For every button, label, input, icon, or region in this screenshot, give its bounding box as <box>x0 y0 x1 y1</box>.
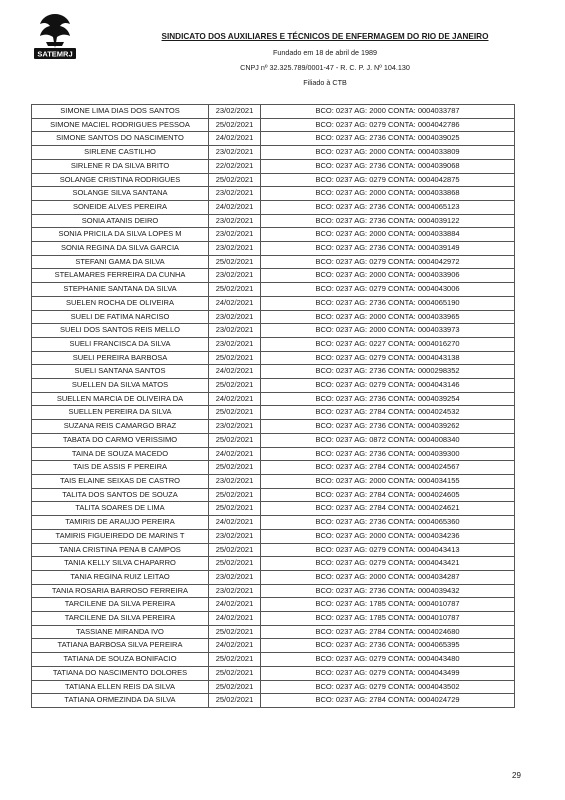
member-name-cell: SONIA REGINA DA SILVA GARCIA <box>32 242 209 256</box>
bank-account-cell: BCO: 0237 AG: 0227 CONTA: 0004016270 <box>261 337 515 351</box>
payment-date-cell: 25/02/2021 <box>209 543 261 557</box>
table-row <box>32 516 515 530</box>
table-row <box>32 146 515 160</box>
member-name-cell: SONIA ATANIS DEIRO <box>32 214 209 228</box>
payment-date-cell: 23/02/2021 <box>209 214 261 228</box>
table-row <box>32 337 515 351</box>
payment-date-cell: 23/02/2021 <box>209 584 261 598</box>
founding-date: Fundado em 18 de abril de 1989 <box>273 48 377 57</box>
table-row <box>32 529 515 543</box>
table-row <box>32 173 515 187</box>
document-header <box>0 0 565 100</box>
page-number: 29 <box>512 771 521 780</box>
payment-date-cell: 24/02/2021 <box>209 447 261 461</box>
member-name-cell: STEPHANIE SANTANA DA SILVA <box>32 283 209 297</box>
payment-date-cell: 25/02/2021 <box>209 118 261 132</box>
table-row <box>32 653 515 667</box>
bank-account-cell: BCO: 0237 AG: 2000 CONTA: 0004033809 <box>261 146 515 160</box>
member-name-cell: SUELLEN DA SILVA MATOS <box>32 379 209 393</box>
bank-account-cell: BCO: 0237 AG: 0279 CONTA: 0004043138 <box>261 351 515 365</box>
bank-account-cell: BCO: 0237 AG: 2736 CONTA: 0004065190 <box>261 296 515 310</box>
table-row <box>32 406 515 420</box>
member-name-cell: SUZANA REIS CAMARGO BRAZ <box>32 420 209 434</box>
payment-date-cell: 25/02/2021 <box>209 666 261 680</box>
member-name-cell: TARCILENE DA SILVA PEREIRA <box>32 598 209 612</box>
bank-account-cell: BCO: 0237 AG: 2784 CONTA: 0004024680 <box>261 625 515 639</box>
member-name-cell: SUELI SANTANA SANTOS <box>32 365 209 379</box>
bank-account-cell: BCO: 0237 AG: 2000 CONTA: 0004033965 <box>261 310 515 324</box>
payment-date-cell: 23/02/2021 <box>209 146 261 160</box>
payment-date-cell: 25/02/2021 <box>209 351 261 365</box>
table-row <box>32 214 515 228</box>
bank-account-cell: BCO: 0237 AG: 0279 CONTA: 0004042972 <box>261 255 515 269</box>
table-row <box>32 228 515 242</box>
table-row <box>32 570 515 584</box>
payment-date-cell: 25/02/2021 <box>209 283 261 297</box>
bank-account-cell: BCO: 0237 AG: 1785 CONTA: 0004010787 <box>261 598 515 612</box>
bank-account-cell: BCO: 0237 AG: 2736 CONTA: 0004065123 <box>261 200 515 214</box>
bank-account-cell: BCO: 0237 AG: 2000 CONTA: 0004034155 <box>261 474 515 488</box>
payment-date-cell: 23/02/2021 <box>209 324 261 338</box>
bank-account-cell: BCO: 0237 AG: 2784 CONTA: 0004024621 <box>261 502 515 516</box>
payment-date-cell: 24/02/2021 <box>209 598 261 612</box>
member-name-cell: TAIS ELAINE SEIXAS DE CASTRO <box>32 474 209 488</box>
registration-number: CNPJ nº 32.325.789/0001-47 - R. C. P. J. Nº 104.130 <box>240 63 410 72</box>
bank-account-cell: BCO: 0237 AG: 0279 CONTA: 0004043502 <box>261 680 515 694</box>
table-row <box>32 447 515 461</box>
bank-account-cell: BCO: 0237 AG: 0279 CONTA: 0004043413 <box>261 543 515 557</box>
member-name-cell: TAINA DE SOUZA MACEDO <box>32 447 209 461</box>
bank-account-cell: BCO: 0237 AG: 0279 CONTA: 0004043006 <box>261 283 515 297</box>
table-row <box>32 365 515 379</box>
payment-date-cell: 24/02/2021 <box>209 392 261 406</box>
bank-account-cell: BCO: 0237 AG: 2736 CONTA: 0004039300 <box>261 447 515 461</box>
bank-account-cell: BCO: 0237 AG: 2736 CONTA: 0004039262 <box>261 420 515 434</box>
table-row <box>32 118 515 132</box>
payment-date-cell: 23/02/2021 <box>209 310 261 324</box>
bank-account-cell: BCO: 0237 AG: 2736 CONTA: 0004065395 <box>261 639 515 653</box>
bank-account-cell: BCO: 0237 AG: 2736 CONTA: 0000298352 <box>261 365 515 379</box>
bank-account-cell: BCO: 0237 AG: 0279 CONTA: 0004042786 <box>261 118 515 132</box>
bank-account-cell: BCO: 0237 AG: 2736 CONTA: 0004039068 <box>261 159 515 173</box>
payment-date-cell: 22/02/2021 <box>209 159 261 173</box>
member-name-cell: TABATA DO CARMO VERISSIMO <box>32 433 209 447</box>
member-name-cell: TATIANA DO NASCIMENTO DOLORES <box>32 666 209 680</box>
member-name-cell: SUELI FRANCISCA DA SILVA <box>32 337 209 351</box>
table-row <box>32 488 515 502</box>
member-name-cell: TALITA SOARES DE LIMA <box>32 502 209 516</box>
table-row <box>32 461 515 475</box>
member-name-cell: TASSIANE MIRANDA IVO <box>32 625 209 639</box>
bank-account-cell: BCO: 0237 AG: 2000 CONTA: 0004033906 <box>261 269 515 283</box>
table-row <box>32 351 515 365</box>
member-name-cell: TATIANA ELLEN REIS DA SILVA <box>32 680 209 694</box>
bank-account-cell: BCO: 0237 AG: 2000 CONTA: 0004033787 <box>261 105 515 119</box>
member-name-cell: TARCILENE DA SILVA PEREIRA <box>32 612 209 626</box>
bank-account-cell: BCO: 0237 AG: 2736 CONTA: 0004039122 <box>261 214 515 228</box>
payment-date-cell: 25/02/2021 <box>209 653 261 667</box>
bank-account-cell: BCO: 0237 AG: 2000 CONTA: 0004034287 <box>261 570 515 584</box>
affiliation: Filiado à CTB <box>303 78 347 87</box>
member-name-cell: TAMIRIS DE ARAUJO PEREIRA <box>32 516 209 530</box>
payment-date-cell: 23/02/2021 <box>209 420 261 434</box>
organization-name: SINDICATO DOS AUXILIARES E TÉCNICOS DE ENFERMAGEM DO RIO DE JANEIRO <box>161 32 489 41</box>
table-row <box>32 105 515 119</box>
payment-date-cell: 25/02/2021 <box>209 461 261 475</box>
member-name-cell: TATIANA BARBOSA SILVA PEREIRA <box>32 639 209 653</box>
table-row <box>32 132 515 146</box>
bank-account-cell: BCO: 0237 AG: 2736 CONTA: 0004065360 <box>261 516 515 530</box>
bank-account-cell: BCO: 0237 AG: 2784 CONTA: 0004024532 <box>261 406 515 420</box>
payment-date-cell: 24/02/2021 <box>209 516 261 530</box>
bank-account-cell: BCO: 0237 AG: 2784 CONTA: 0004024567 <box>261 461 515 475</box>
member-name-cell: SUELI DE FATIMA NARCISO <box>32 310 209 324</box>
bank-account-cell: BCO: 0237 AG: 0279 CONTA: 0004043499 <box>261 666 515 680</box>
table-row <box>32 694 515 708</box>
table-row <box>32 159 515 173</box>
payment-date-cell: 23/02/2021 <box>209 474 261 488</box>
bank-account-cell: BCO: 0237 AG: 2000 CONTA: 0004033973 <box>261 324 515 338</box>
table-row <box>32 283 515 297</box>
member-name-cell: TAMIRIS FIGUEIREDO DE MARINS T <box>32 529 209 543</box>
payment-date-cell: 25/02/2021 <box>209 625 261 639</box>
member-name-cell: SUELLEN PEREIRA DA SILVA <box>32 406 209 420</box>
payment-date-cell: 25/02/2021 <box>209 680 261 694</box>
member-name-cell: SUELI PEREIRA BARBOSA <box>32 351 209 365</box>
table-row <box>32 625 515 639</box>
payment-date-cell: 23/02/2021 <box>209 242 261 256</box>
bank-account-cell: BCO: 0237 AG: 2784 CONTA: 0004024729 <box>261 694 515 708</box>
payment-date-cell: 25/02/2021 <box>209 694 261 708</box>
member-name-cell: SONIA PRICILA DA SILVA LOPES M <box>32 228 209 242</box>
member-name-cell: STELAMARES FERREIRA DA CUNHA <box>32 269 209 283</box>
bank-account-cell: BCO: 0237 AG: 0279 CONTA: 0004042875 <box>261 173 515 187</box>
table-row <box>32 200 515 214</box>
table-row <box>32 255 515 269</box>
union-logo <box>32 12 78 60</box>
bank-account-cell: BCO: 0237 AG: 2000 CONTA: 0004033868 <box>261 187 515 201</box>
member-name-cell: TANIA KELLY SILVA CHAPARRO <box>32 557 209 571</box>
member-name-cell: TANIA REGINA RUIZ LEITAO <box>32 570 209 584</box>
bank-account-cell: BCO: 0237 AG: 2736 CONTA: 0004039025 <box>261 132 515 146</box>
payment-date-cell: 23/02/2021 <box>209 337 261 351</box>
member-name-cell: TANIA ROSARIA BARROSO FERREIRA <box>32 584 209 598</box>
member-name-cell: SUELI DOS SANTOS REIS MELLO <box>32 324 209 338</box>
table-row <box>32 187 515 201</box>
bank-account-cell: BCO: 0237 AG: 1785 CONTA: 0004010787 <box>261 612 515 626</box>
member-name-cell: SUELLEN MARCIA DE OLIVEIRA DA <box>32 392 209 406</box>
bank-account-cell: BCO: 0237 AG: 2736 CONTA: 0004039254 <box>261 392 515 406</box>
payment-date-cell: 24/02/2021 <box>209 612 261 626</box>
table-row <box>32 557 515 571</box>
payment-date-cell: 23/02/2021 <box>209 228 261 242</box>
member-name-cell: TANIA CRISTINA PENA B CAMPOS <box>32 543 209 557</box>
payment-date-cell: 23/02/2021 <box>209 187 261 201</box>
payment-date-cell: 24/02/2021 <box>209 365 261 379</box>
payment-date-cell: 23/02/2021 <box>209 269 261 283</box>
member-name-cell: SONEIDE ALVES PEREIRA <box>32 200 209 214</box>
table-row <box>32 584 515 598</box>
roster-table-body <box>32 105 515 708</box>
member-name-cell: SOLANGE SILVA SANTANA <box>32 187 209 201</box>
table-row <box>32 392 515 406</box>
bank-account-cell: BCO: 0237 AG: 2000 CONTA: 0004033884 <box>261 228 515 242</box>
member-name-cell: SIRLENE CASTILHO <box>32 146 209 160</box>
member-name-cell: TATIANA ORMEZINDA DA SILVA <box>32 694 209 708</box>
member-name-cell: STEFANI GAMA DA SILVA <box>32 255 209 269</box>
bank-account-cell: BCO: 0237 AG: 2784 CONTA: 0004024605 <box>261 488 515 502</box>
payment-date-cell: 23/02/2021 <box>209 570 261 584</box>
table-row <box>32 420 515 434</box>
logo-wordmark: SATEMRJ <box>37 49 73 59</box>
payment-date-cell: 24/02/2021 <box>209 296 261 310</box>
payment-date-cell: 23/02/2021 <box>209 105 261 119</box>
table-row <box>32 666 515 680</box>
payment-date-cell: 23/02/2021 <box>209 529 261 543</box>
payment-date-cell: 24/02/2021 <box>209 639 261 653</box>
table-row <box>32 639 515 653</box>
table-row <box>32 598 515 612</box>
bank-account-cell: BCO: 0237 AG: 0279 CONTA: 0004043421 <box>261 557 515 571</box>
table-row <box>32 612 515 626</box>
member-name-cell: SIRLENE R DA SILVA BRITO <box>32 159 209 173</box>
member-name-cell: TAIS DE ASSIS F PEREIRA <box>32 461 209 475</box>
bank-account-cell: BCO: 0237 AG: 2736 CONTA: 0004039432 <box>261 584 515 598</box>
payment-date-cell: 25/02/2021 <box>209 433 261 447</box>
table-row <box>32 269 515 283</box>
payment-date-cell: 24/02/2021 <box>209 132 261 146</box>
union-logo-emblem-icon <box>32 12 78 60</box>
bank-account-cell: BCO: 0237 AG: 2736 CONTA: 0004039149 <box>261 242 515 256</box>
bank-account-cell: BCO: 0237 AG: 0279 CONTA: 0004043146 <box>261 379 515 393</box>
table-row <box>32 474 515 488</box>
payment-date-cell: 25/02/2021 <box>209 406 261 420</box>
member-name-cell: TALITA DOS SANTOS DE SOUZA <box>32 488 209 502</box>
table-row <box>32 310 515 324</box>
table-row <box>32 242 515 256</box>
table-row <box>32 543 515 557</box>
payment-date-cell: 25/02/2021 <box>209 502 261 516</box>
bank-account-cell: BCO: 0237 AG: 0872 CONTA: 0004008340 <box>261 433 515 447</box>
payment-date-cell: 25/02/2021 <box>209 255 261 269</box>
table-row <box>32 296 515 310</box>
payment-date-cell: 24/02/2021 <box>209 200 261 214</box>
payment-date-cell: 25/02/2021 <box>209 173 261 187</box>
table-row <box>32 433 515 447</box>
member-name-cell: SIMONE MACIEL RODRIGUES PESSOA <box>32 118 209 132</box>
table-row <box>32 680 515 694</box>
bank-account-cell: BCO: 0237 AG: 2000 CONTA: 0004034236 <box>261 529 515 543</box>
table-row <box>32 379 515 393</box>
member-name-cell: TATIANA DE SOUZA BONIFACIO <box>32 653 209 667</box>
bank-account-cell: BCO: 0237 AG: 0279 CONTA: 0004043480 <box>261 653 515 667</box>
member-name-cell: SIMONE SANTOS DO NASCIMENTO <box>32 132 209 146</box>
member-name-cell: SOLANGE CRISTINA RODRIGUES <box>32 173 209 187</box>
table-row <box>32 324 515 338</box>
member-name-cell: SUELEN ROCHA DE OLIVEIRA <box>32 296 209 310</box>
payment-roster-table <box>31 104 515 708</box>
payment-date-cell: 25/02/2021 <box>209 557 261 571</box>
table-row <box>32 502 515 516</box>
member-name-cell: SIMONE LIMA DIAS DOS SANTOS <box>32 105 209 119</box>
payment-date-cell: 25/02/2021 <box>209 488 261 502</box>
payment-date-cell: 25/02/2021 <box>209 379 261 393</box>
